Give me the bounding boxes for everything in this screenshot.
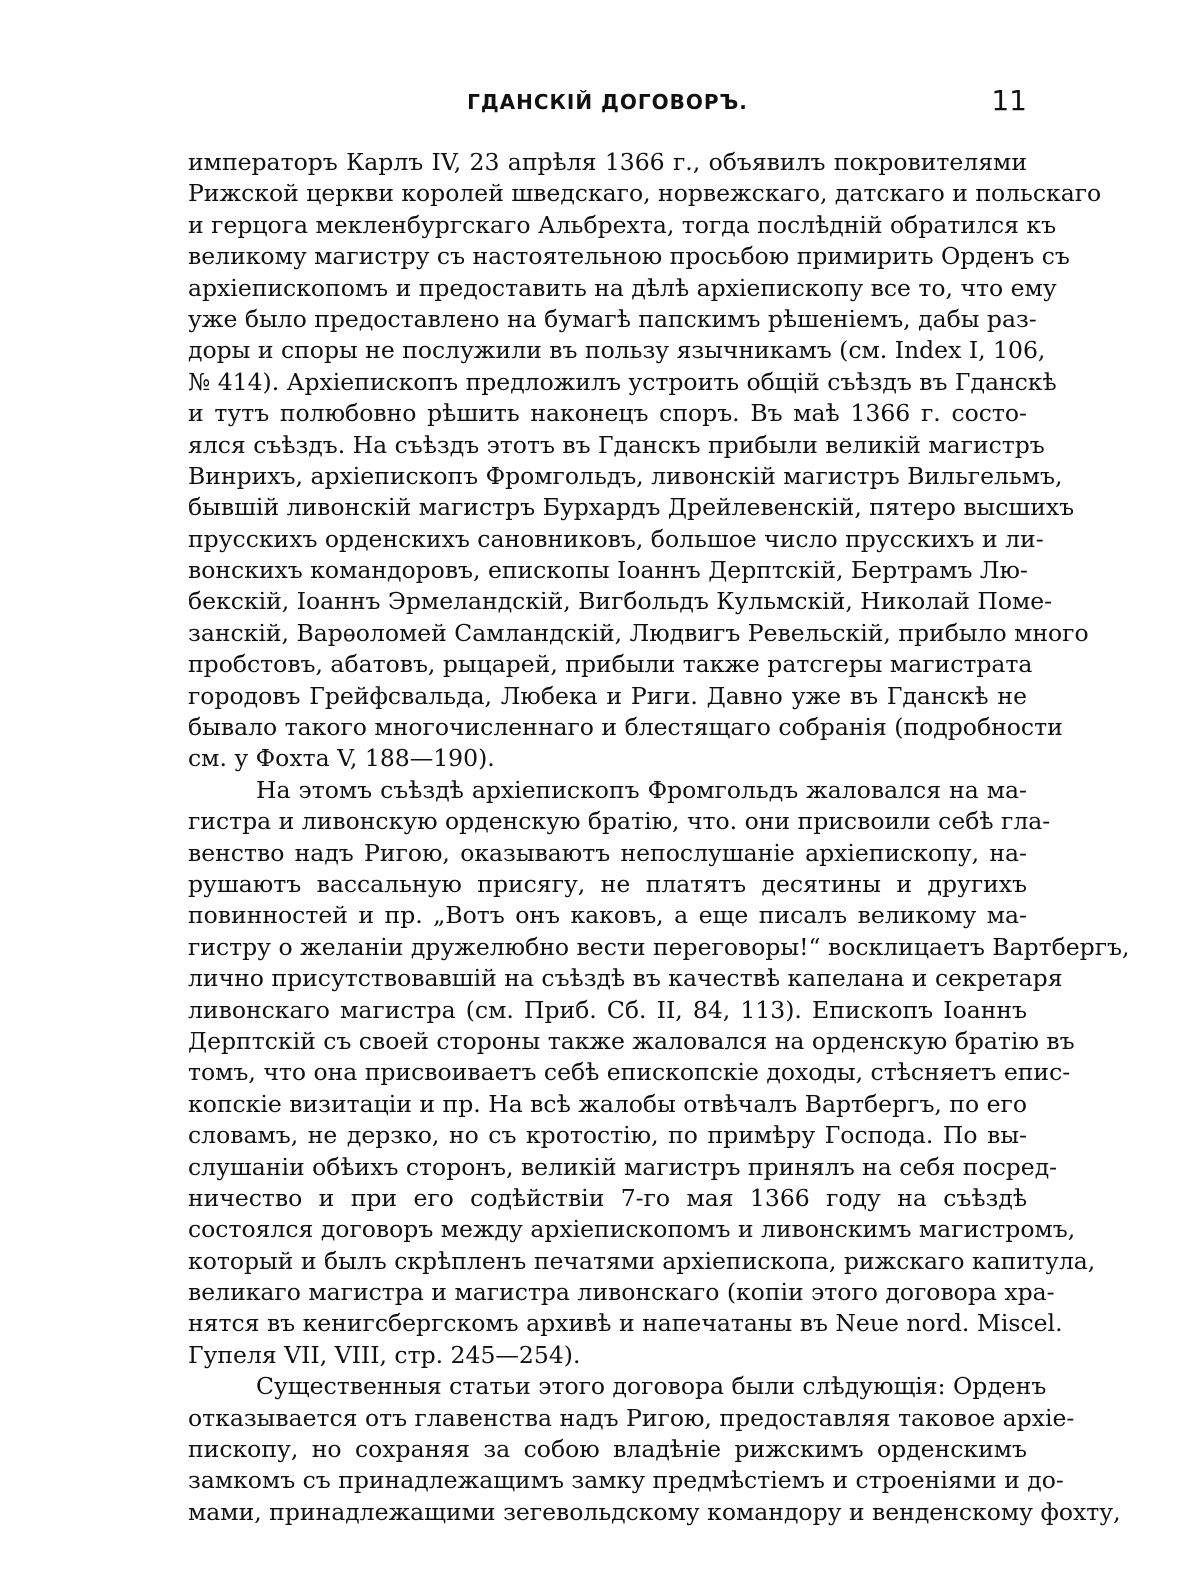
text-line: рушаютъ вассальную присягу, не платятъ десятины и другихъ [188, 869, 1027, 898]
text-line: уже было предоставлено на бумагѣ папскимъ рѣшеніемъ, дабы раз- [188, 304, 1037, 333]
text-line: пробстовъ, абатовъ, рыцарей, прибыли также ратсгеры магистрата [188, 650, 1033, 679]
text-line: На этомъ съѣздѣ архіепископъ Фромгольдъ жаловался на ма- [256, 775, 1027, 804]
text-line: занскій, Варѳоломей Самландскій, Людвигъ Ревельскій, прибыло много [188, 618, 1089, 647]
text-line: великаго магистра и магистра ливонскаго (копіи этого договора хра- [188, 1278, 1055, 1307]
text-line: ничество и при его содѣйствіи 7-го мая 1366 году на съѣздѣ [188, 1183, 1027, 1212]
text-line: пископу, но сохраняя за собою владѣніе рижскимъ орденскимъ [188, 1435, 1027, 1464]
text-line: великому магистру съ настоятельною просьбою примирить Орденъ съ [188, 242, 1070, 271]
text-line: слушаніи обѣихъ сторонъ, великій магистръ принялъ на себя посред- [188, 1152, 1058, 1181]
paragraph [188, 147, 1102, 775]
text-line: Винрихъ, архіепископъ Фромгольдъ, ливонскій магистръ Вильгельмъ, [188, 461, 1063, 490]
text-line: городовъ Грейфсвальда, Любека и Риги. Давно уже въ Гданскѣ не [188, 681, 1027, 710]
text-line: бывшій ливонскій магистръ Бурхардъ Дрейлевенскій, пятеро высшихъ [188, 493, 1075, 522]
text-line: прусскихъ орденскихъ сановниковъ, большое число прусскихъ и ли- [188, 524, 1044, 553]
text-line: который и былъ скрѣпленъ печатями архіепископа, рижскаго капитула, [188, 1246, 1096, 1275]
text-line: Существенныя статьи этого договора были слѣдующія: Орденъ [256, 1372, 1047, 1401]
text-line: ялся съѣздъ. На съѣздъ этотъ въ Гданскъ прибыли великій магистръ [188, 430, 1045, 459]
text-line: повинностей и пр. „Вотъ онъ каковъ, а еще писалъ великому ма- [188, 901, 1027, 930]
text-line: копскіе визитаціи и пр. На всѣ жалобы отвѣчалъ Вартбергъ, по его [188, 1089, 1027, 1118]
page-number: 11 [991, 84, 1027, 117]
text-line: императоръ Карлъ IV, 23 апрѣля 1366 г., объявилъ покровителями [188, 148, 1027, 176]
text-line: Дерптскій съ своей стороны также жаловался на орденскую братію въ [188, 1026, 1075, 1055]
text-line: доры и споры не послужили въ пользу язычникамъ (см. Index I, 106, [188, 336, 1046, 365]
paragraph [188, 1371, 1121, 1528]
text-line: лично присутствовавшій на съѣздѣ въ качествѣ капелана и секретаря [188, 964, 1063, 993]
text-line: Рижской церкви королей шведскаго, норвежскаго, датскаго и польскаго [188, 179, 1102, 208]
paragraph [188, 775, 1130, 1371]
text-line: и тутъ полюбовно рѣшить наконецъ споръ. Въ маѣ 1366 г. состо- [188, 399, 1027, 428]
text-line: замкомъ съ принадлежащимъ замку предмѣстіемъ и строеніями и до- [188, 1466, 1064, 1495]
running-title: ГДАНСКІЙ ДОГОВОРЪ. [467, 90, 748, 114]
page-header [188, 84, 1027, 124]
text-line: нятся въ кенигсбергскомъ архивѣ и напечатаны въ Neue nord. Miscel. [188, 1309, 1063, 1338]
text-line: венство надъ Ригою, оказываютъ непослушаніе архіепископу, на- [188, 838, 1027, 867]
text-line: отказывается отъ главенства надъ Ригою, предоставляя таковое архіе- [188, 1403, 1075, 1432]
text-line: архіепископомъ и предоставить на дѣлѣ архіепископу все то, что ему [188, 273, 1057, 302]
body-text [188, 147, 1130, 1528]
text-line: словамъ, не дерзко, но съ кротостію, по примѣру Господа. По вы- [188, 1121, 1027, 1150]
text-line: бекскій, Іоаннъ Эрмеландскій, Вигбольдъ Кульмскій, Николай Поме- [188, 587, 1053, 616]
text-line: гистра и ливонскую орденскую братію, что. они присвоили себѣ гла- [188, 807, 1051, 836]
text-line: гистру о желаніи дружелюбно вести переговоры!“ восклицаетъ Вартбергъ, [188, 932, 1130, 961]
text-line: см. у Фохта V, 188—190). [188, 744, 495, 773]
text-line: и герцога мекленбургскаго Альбрехта, тогда послѣдній обратился къ [188, 210, 1057, 239]
text-line: мами, принадлежащими зегевольдскому командору и венденскому фохту, [188, 1497, 1121, 1526]
text-line: состоялся договоръ между архіепископомъ и ливонскимъ магистромъ, [188, 1215, 1076, 1244]
text-line: томъ, что она присвоиваетъ себѣ епископскіе доходы, стѣсняетъ епис- [188, 1058, 1071, 1087]
text-line: № 414). Архіепископъ предложилъ устроить общій съѣздъ въ Гданскѣ [188, 367, 1057, 396]
text-line: вонскихъ командоровъ, епископы Іоаннъ Дерптскій, Бертрамъ Лю- [188, 556, 1028, 585]
text-line: ливонскаго магистра (см. Приб. Сб. II, 84, 113). Епископъ Іоаннъ [188, 995, 1027, 1024]
text-line: Гупеля VII, VIII, стр. 245—254). [188, 1340, 581, 1369]
text-line: бывало такого многочисленнаго и блестящаго собранія (подробности [188, 713, 1063, 742]
